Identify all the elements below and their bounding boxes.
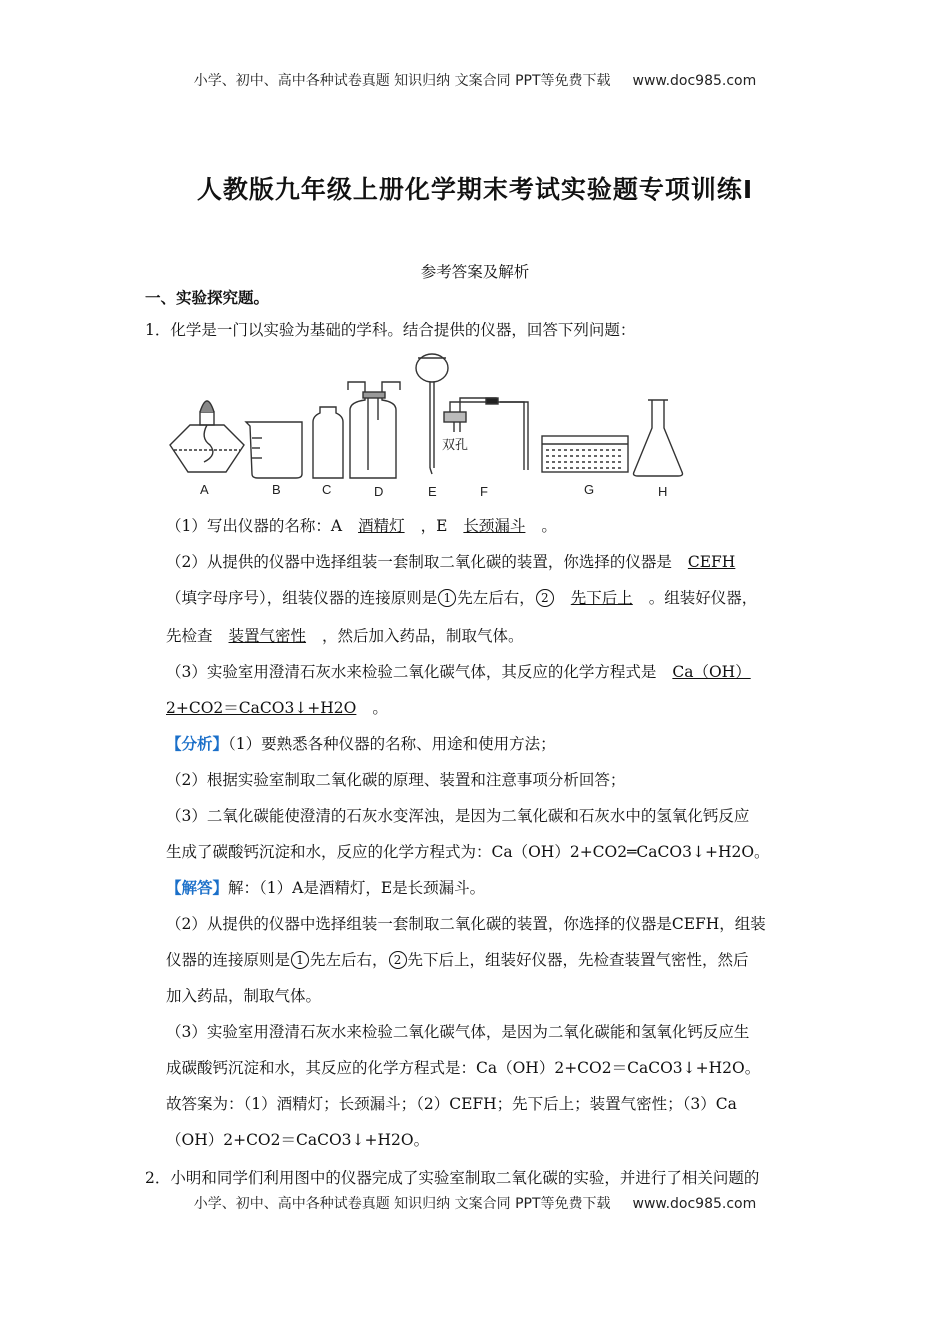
gas-jar-drawing — [313, 407, 343, 478]
text: （1）写出仪器的名称：A — [166, 517, 343, 535]
label-c: C — [322, 482, 332, 497]
solution-line1 — [166, 878, 485, 898]
apparatus-figure — [160, 350, 720, 500]
conical-flask-drawing — [634, 400, 683, 476]
text: （2）从提供的仪器中选择组装一套制取二氧化碳的装置，你选择的仪器是 — [166, 553, 672, 571]
analysis-tag: 【分析】 — [166, 734, 229, 753]
q1-part1 — [166, 516, 557, 536]
label-double-hole: 双孔 — [442, 437, 469, 452]
answer-blank: 装置气密性 — [228, 627, 307, 645]
page-title: 人教版九年级上册化学期末考试实验题专项训练Ⅰ — [196, 175, 754, 204]
label-d: D — [374, 484, 384, 499]
analysis-line4: 生成了碳酸钙沉淀和水，反应的化学方程式为：Ca（OH）2+CO2═CaCO3↓+H2O。 — [166, 843, 770, 861]
text: 仪器的连接原则是 — [166, 951, 291, 969]
q1-part2-line3 — [166, 626, 524, 646]
answer-blank: 先下后上 — [570, 589, 633, 607]
label-f: F — [480, 484, 488, 499]
label-b: B — [272, 482, 281, 497]
answer-blank: 2+CO2＝CaCO3↓+H2O — [166, 699, 357, 717]
label-a: A — [200, 482, 209, 497]
text: ，E — [420, 517, 448, 535]
page-header — [0, 70, 950, 90]
label-g: G — [584, 482, 595, 497]
answer-blank: Ca（OH） — [672, 663, 751, 681]
question-2-stem: 2．小明和同学们利用图中的仪器完成了实验室制取二氧化碳的实验，并进行了相关问题的 — [145, 1169, 760, 1187]
label-e: E — [428, 484, 437, 499]
footer-text: 小学、初中、高中各种试卷真题 知识归纳 文案合同 PPT等免费下载 — [193, 1196, 611, 1212]
solution-line5: （3）实验室用澄清石灰水来检验二氧化碳气体，是因为二氧化碳能和氢氧化钙反应生 — [166, 1023, 750, 1041]
text: 。 — [541, 517, 557, 535]
circled-number: 2 — [536, 589, 554, 607]
section-heading: 一、实验探究题。 — [145, 289, 270, 307]
q1-part3-line2 — [166, 698, 388, 718]
text: 先下后上，组装好仪器，先检查装置气密性，然后 — [407, 951, 749, 969]
circled-number: 2 — [389, 951, 407, 969]
subtitle: 参考答案及解析 — [420, 263, 530, 281]
page-footer — [0, 1193, 950, 1213]
wash-bottle-drawing — [348, 382, 400, 478]
circled-number: 1 — [291, 951, 309, 969]
text: 先左后右， — [457, 589, 535, 607]
q1-part3-line1 — [166, 662, 755, 682]
solution-tag: 【解答】 — [166, 878, 229, 897]
solution-line2: （2）从提供的仪器中选择组装一套制取二氧化碳的装置，你选择的仪器是CEFH，组装 — [166, 915, 766, 933]
q1-part2-line2 — [166, 588, 757, 608]
text: 解：（1）A是酒精灯，E是长颈漏斗。 — [228, 879, 486, 897]
analysis-line1 — [166, 734, 556, 754]
solution-line3 — [166, 950, 749, 970]
solution-line7: 故答案为：（1）酒精灯；长颈漏斗；（2）CEFH；先下后上；装置气密性；（3）Ca — [166, 1095, 737, 1113]
solution-line8: （OH）2+CO2＝CaCO3↓+H2O。 — [166, 1131, 430, 1149]
header-text: 小学、初中、高中各种试卷真题 知识归纳 文案合同 PPT等免费下载 — [193, 73, 611, 89]
text: 。组装好仪器， — [648, 589, 758, 607]
water-trough-drawing — [542, 436, 628, 472]
q1-part2-line1 — [166, 552, 735, 572]
analysis-line2: （2）根据实验室制取二氧化碳的原理、装置和注意事项分析回答； — [166, 771, 626, 789]
text: ，然后加入药品，制取气体。 — [322, 627, 524, 645]
text: （3）实验室用澄清石灰水来检验二氧化碳气体，其反应的化学方程式是 — [166, 663, 657, 681]
header-site[interactable]: www.doc985.com — [632, 73, 757, 89]
text: （1）要熟悉各种仪器的名称、用途和使用方法； — [228, 735, 556, 753]
circled-number: 1 — [438, 589, 456, 607]
solution-line6: 成碳酸钙沉淀和水，其反应的化学方程式是：Ca（OH）2+CO2＝CaCO3↓+H2O。 — [166, 1059, 761, 1077]
text: 先左后右， — [310, 951, 388, 969]
text: （填字母序号），组装仪器的连接原则是 — [166, 589, 438, 607]
label-h: H — [658, 484, 668, 499]
alcohol-lamp-drawing — [170, 401, 244, 472]
answer-blank: CEFH — [687, 553, 736, 571]
beaker-drawing — [246, 422, 302, 478]
text: 。 — [372, 699, 388, 717]
footer-site[interactable]: www.doc985.com — [632, 1196, 757, 1212]
question-1-stem: 1．化学是一门以实验为基础的学科。结合提供的仪器，回答下列问题： — [145, 321, 636, 339]
text: 先检查 — [166, 627, 213, 645]
solution-line4: 加入药品，制取气体。 — [166, 987, 322, 1005]
analysis-line3: （3）二氧化碳能使澄清的石灰水变浑浊，是因为二氧化碳和石灰水中的氢氧化钙反应 — [166, 807, 750, 825]
long-neck-funnel-drawing — [416, 354, 448, 474]
answer-blank: 长颈漏斗 — [463, 517, 526, 535]
stopper-tube-drawing — [444, 398, 528, 470]
answer-blank: 酒精灯 — [358, 517, 405, 535]
